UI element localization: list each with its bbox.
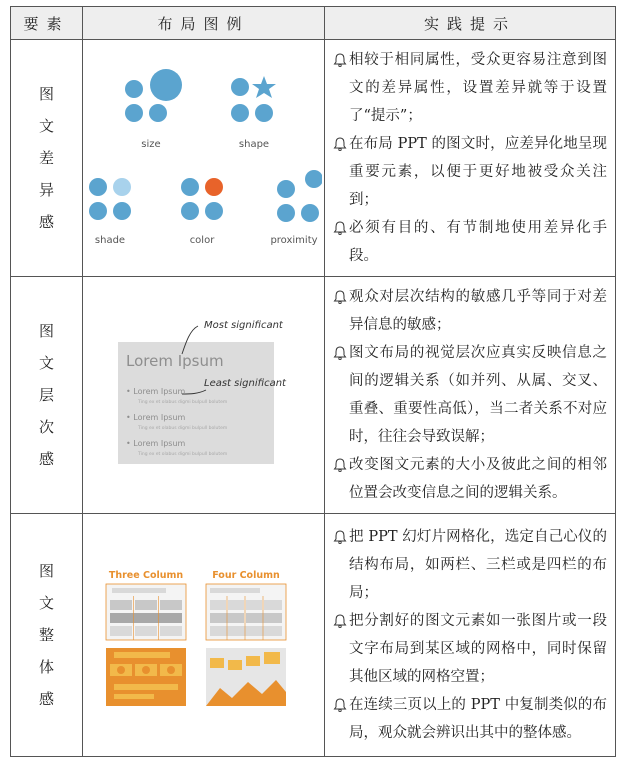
bell-icon [333, 530, 347, 544]
label-shade: shade [94, 235, 125, 246]
row-label [11, 514, 83, 757]
table-row [11, 40, 616, 277]
slide-bullet: • Lorem Ipsum [125, 387, 185, 396]
row-label-char: 整 [38, 626, 54, 644]
layout-table [10, 6, 616, 757]
row-label-char: 文 [38, 117, 54, 135]
tip-item: 图文布局的视觉层次应真实反映信息之间的逻辑关系（如并列、从属、交叉、重叠、重要性高低），当二者关系不对应时，往往会导致误解； [333, 339, 607, 451]
header-element: 要素 [11, 7, 83, 40]
four-column-slide [206, 648, 286, 706]
table-row [11, 514, 616, 757]
tip-item: 观众对层次结构的敏感几乎等同于对差异信息的敏感； [333, 283, 607, 339]
row-label-char: 异 [38, 181, 54, 199]
bell-icon [333, 698, 347, 712]
bell-icon [333, 137, 347, 151]
label-size: size [140, 139, 161, 150]
header-practice-tips: 实践提示 [325, 7, 616, 40]
tip-item: 在布局 PPT 的图文时，应差异化地呈现重要元素，以便于更好地被受众关注到； [333, 130, 607, 214]
bell-icon [333, 221, 347, 235]
header-layout-example: 布局图例 [83, 7, 325, 40]
table-row [11, 277, 616, 514]
figure-hierarchy [83, 277, 325, 514]
tips-difference [325, 40, 616, 277]
slide-bullet: • Lorem Ipsum [125, 439, 185, 448]
label-proximity: proximity [269, 235, 318, 246]
four-column-grid [206, 584, 286, 640]
row-label-char: 文 [38, 354, 54, 372]
difference-illustration [86, 61, 322, 251]
figure-wholeness [83, 514, 325, 757]
bell-icon [333, 458, 347, 472]
row-label-char: 感 [38, 450, 54, 468]
tip-item: 改变图文元素的大小及彼此之间的相邻位置会改变信息之间的逻辑关系。 [333, 451, 607, 507]
row-label-char: 体 [38, 658, 54, 676]
tip-item: 必须有目的、有节制地使用差异化手段。 [333, 214, 607, 270]
title-three-column: Three Column [108, 570, 183, 581]
label-color: color [189, 235, 214, 246]
row-label-char: 感 [38, 213, 54, 231]
slide-bullet: • Lorem Ipsum [125, 413, 185, 422]
bell-icon [333, 346, 347, 360]
row-label-char: 图 [38, 322, 54, 340]
row-label-char: 差 [38, 149, 54, 167]
three-column-slide [106, 648, 186, 706]
row-label-char: 层 [38, 386, 54, 404]
tip-item: 在连续三页以上的 PPT 中复制类似的布局，观众就会辨识出其中的整体感。 [333, 691, 607, 747]
row-label-char: 次 [38, 418, 54, 436]
row-label-char: 文 [38, 594, 54, 612]
hierarchy-illustration [86, 290, 322, 496]
row-label-char: 图 [38, 85, 54, 103]
row-label [11, 40, 83, 277]
slide-bullet-sub: Ting ex et olabus digmi bulpull bolutem [137, 452, 227, 457]
bell-icon [333, 53, 347, 67]
row-label [11, 277, 83, 514]
slide-bullet-sub: Ting ex et olabus digmi bulpull bolutem [137, 400, 227, 405]
slide-heading: Lorem Ipsum [125, 352, 224, 370]
bell-icon [333, 290, 347, 304]
tip-item: 把分割好的图文元素如一张图片或一段文字布局到某区域的网格中，同时保留其他区域的网格空置； [333, 607, 607, 691]
row-label-char: 感 [38, 690, 54, 708]
annotation-least: Least significant [203, 378, 286, 389]
label-shape: shape [238, 139, 269, 150]
wholeness-illustration [86, 516, 322, 750]
annotation-most: Most significant [203, 320, 283, 331]
tip-item: 把 PPT 幻灯片网格化，选定自己心仪的结构布局，如两栏、三栏或是四栏的布局； [333, 523, 607, 607]
tips-hierarchy [325, 277, 616, 514]
bell-icon [333, 614, 347, 628]
table-header-row [11, 7, 616, 40]
three-column-grid [106, 584, 186, 640]
tip-item: 相较于相同属性，受众更容易注意到图文的差异属性，设置差异就等于设置了“提示”； [333, 46, 607, 130]
figure-difference [83, 40, 325, 277]
tips-wholeness [325, 514, 616, 757]
title-four-column: Four Column [211, 570, 280, 581]
row-label-char: 图 [38, 562, 54, 580]
slide-bullet-sub: Ting ex et olabus digmi bulpull bolutem [137, 426, 227, 431]
